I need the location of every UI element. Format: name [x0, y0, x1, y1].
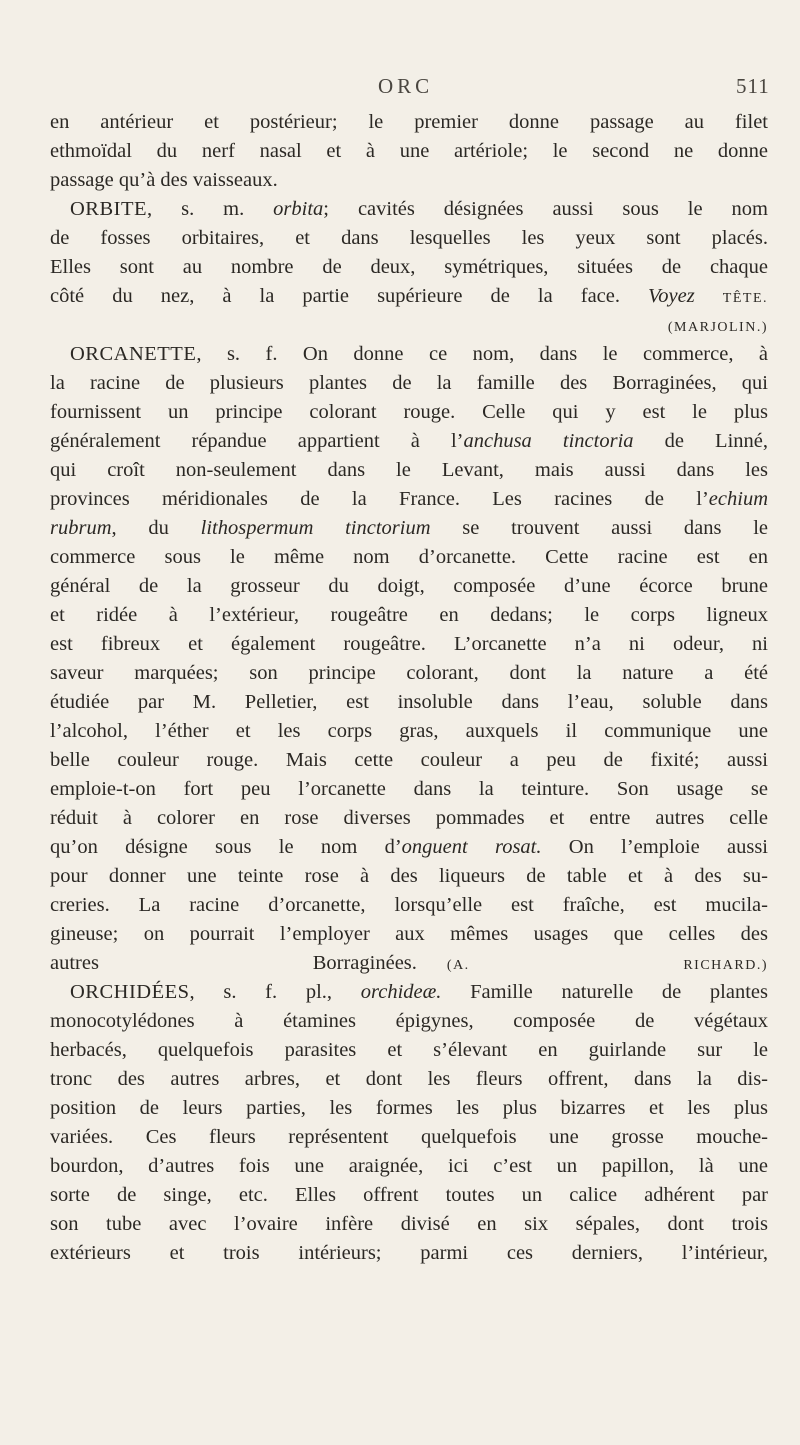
- line-text: réduit à colorer en rose diverses pommades et entre autres celle: [50, 807, 768, 829]
- text-line: [50, 1239, 768, 1268]
- line-text: côté du nez, à la partie supérieure de la face.: [50, 285, 649, 307]
- line-text: pour donner une teinte rose à des liqueurs de table et à des su-: [50, 865, 768, 887]
- line-text: extérieurs et trois intérieurs; parmi ces derniers, l’intérieur,: [50, 1242, 768, 1264]
- text-line: [50, 369, 768, 398]
- text-line: [50, 253, 768, 282]
- line-text: et ridée à l’extérieur, rougeâtre en dedans; le corps ligneux: [50, 604, 768, 626]
- italic-term: orbita: [273, 198, 324, 220]
- line-text: creries. La racine d’orcanette, lorsqu’elle est fraîche, est mucila-: [50, 894, 768, 916]
- italic-term: lithospermum tinctorium: [200, 517, 431, 539]
- line-text: autres Borraginées.: [50, 952, 417, 974]
- line-text: , s. m.: [147, 198, 274, 220]
- text-line: [50, 804, 768, 833]
- line-text: de fosses orbitaires, et dans lesquelles les yeux sont placés.: [50, 227, 768, 249]
- line-text: tronc des autres arbres, et dont les fleurs offrent, dans la dis-: [50, 1068, 768, 1090]
- text-line: [50, 224, 768, 253]
- text-line: [50, 717, 768, 746]
- text-line: [50, 891, 768, 920]
- line-text: bourdon, d’autres fois une araignée, ici c’est un papillon, là une: [50, 1155, 768, 1177]
- text-line: [50, 108, 768, 137]
- line-text: ethmoïdal du nerf nasal et à une artériole; le second ne donne: [50, 140, 768, 162]
- text-line: [50, 949, 768, 978]
- text-line: [50, 601, 768, 630]
- text-line: [50, 659, 768, 688]
- line-text: fournissent un principe colorant rouge. Celle qui y est le plus: [50, 401, 768, 423]
- line-text: de Linné,: [633, 430, 768, 452]
- page-number: 511: [736, 74, 770, 98]
- line-text: [695, 285, 723, 307]
- running-head-title: ORC: [378, 74, 434, 98]
- line-text: variées. Ces fleurs représentent quelquefois une grosse mouche-: [50, 1126, 768, 1148]
- author-signature: (MARJOLIN.): [667, 320, 768, 335]
- line-text: passage qu’à des vaisseaux.: [50, 169, 278, 191]
- line-text: , s. f. pl.,: [189, 981, 361, 1003]
- text-line: [50, 1007, 768, 1036]
- line-text: provinces méridionales de la France. Les racines de l’: [50, 488, 709, 510]
- author-signature: TÊTE.: [722, 291, 769, 306]
- line-text: position de leurs parties, les formes les plus bizarres et les plus: [50, 1097, 768, 1119]
- italic-term: orchideæ.: [360, 981, 442, 1003]
- text-line: [50, 543, 768, 572]
- line-text: emploie-t-on fort peu l’orcanette dans la teinture. Son usage se: [50, 778, 768, 800]
- text-line: [50, 775, 768, 804]
- line-text: herbacés, quelquefois parasites et s’élevant en guirlande sur le: [50, 1039, 768, 1061]
- text-line: [50, 630, 768, 659]
- line-text: qu’on désigne sous le nom d’: [50, 836, 402, 858]
- italic-term: rubrum: [50, 517, 112, 539]
- line-text: ; cavités désignées aussi sous le nom: [323, 198, 768, 220]
- line-text: , s. f. On donne ce nom, dans le commerce, à: [196, 343, 768, 365]
- text-line: [50, 340, 768, 369]
- line-text: général de la grosseur du doigt, composée d’une écorce brune: [50, 575, 768, 597]
- line-text: saveur marquées; son principe colorant, dont la nature a été: [50, 662, 768, 684]
- line-text: l’alcohol, l’éther et les corps gras, auxquels il communique une: [50, 720, 768, 742]
- text-line: [50, 137, 768, 166]
- text-line: [50, 862, 768, 891]
- line-text: belle couleur rouge. Mais cette couleur a peu de fixité; aussi: [50, 749, 768, 771]
- text-line: [50, 1210, 768, 1239]
- entry-headword: ORCHIDÉES: [70, 981, 190, 1003]
- line-text: Elles sont au nombre de deux, symétriques, situées de chaque: [50, 256, 768, 278]
- entry-headword: ORBITE: [70, 198, 148, 220]
- text-line: [50, 1036, 768, 1065]
- line-text: Famille naturelle de plantes: [441, 981, 768, 1003]
- italic-term: onguent rosat.: [401, 836, 542, 858]
- line-text: la racine de plusieurs plantes de la famille des Borraginées, qui: [50, 372, 768, 394]
- line-text: sorte de singe, etc. Elles offrent toutes un calice adhérent par: [50, 1184, 768, 1206]
- entry-headword: ORCANETTE: [70, 343, 197, 365]
- line-text: qui croît non-seulement dans le Levant, mais aussi dans les: [50, 459, 768, 481]
- text-line: [50, 1152, 768, 1181]
- text-line: [50, 485, 768, 514]
- line-text: monocotylédones à étamines épigynes, composée de végétaux: [50, 1010, 768, 1032]
- text-line: [50, 282, 768, 311]
- line-text: , du: [111, 517, 201, 539]
- text-line: [50, 688, 768, 717]
- running-head: [0, 74, 800, 104]
- line-text: étudiée par M. Pelletier, est insoluble dans l’eau, soluble dans: [50, 691, 768, 713]
- line-text: commerce sous le même nom d’orcanette. Cette racine est en: [50, 546, 768, 568]
- text-line: [50, 1181, 768, 1210]
- italic-term: echium: [708, 488, 768, 510]
- text-line: [50, 1123, 768, 1152]
- text-line: [50, 1094, 768, 1123]
- text-line: [50, 514, 768, 543]
- text-line: [50, 746, 768, 775]
- line-text: en antérieur et postérieur; le premier donne passage au filet: [50, 111, 768, 133]
- text-line: [50, 166, 768, 195]
- text-line: [50, 427, 768, 456]
- line-text: On l’emploie aussi: [541, 836, 768, 858]
- text-line: [50, 833, 768, 862]
- dictionary-text: [50, 108, 768, 1268]
- text-line: [50, 572, 768, 601]
- line-text: est fibreux et également rougeâtre. L’orcanette n’a ni odeur, ni: [50, 633, 768, 655]
- text-line: [50, 920, 768, 949]
- italic-term: anchusa tinctoria: [463, 430, 634, 452]
- line-text: se trouvent aussi dans le: [430, 517, 768, 539]
- text-line: [50, 311, 768, 340]
- text-line: [50, 1065, 768, 1094]
- text-line: [50, 398, 768, 427]
- text-line: [50, 978, 768, 1007]
- line-text: généralement répandue appartient à l’: [50, 430, 464, 452]
- line-text: son tube avec l’ovaire infère divisé en six sépales, dont trois: [50, 1213, 768, 1235]
- text-line: [50, 195, 768, 224]
- text-line: [50, 456, 768, 485]
- line-text: gineuse; on pourrait l’employer aux mêmes usages que celles des: [50, 923, 768, 945]
- author-signature: (A. RICHARD.): [446, 958, 768, 973]
- italic-term: Voyez: [648, 285, 695, 307]
